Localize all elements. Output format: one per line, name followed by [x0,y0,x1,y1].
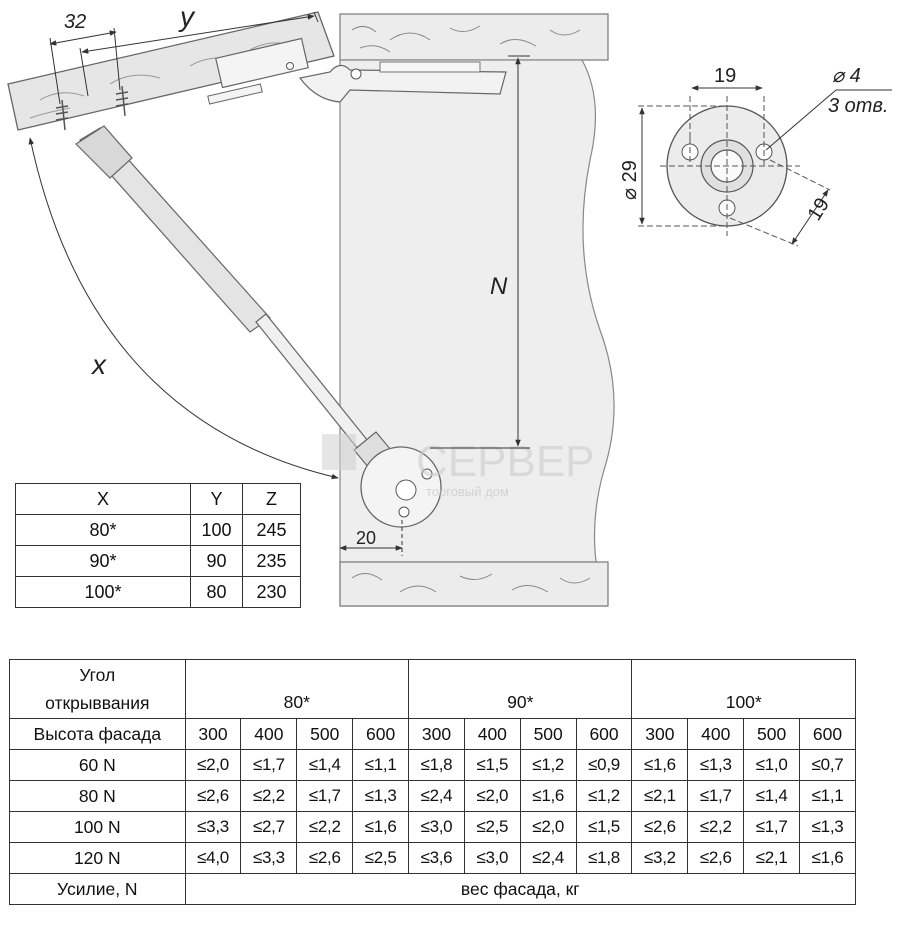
watermark-brand: СЕРВЕР [416,437,595,486]
dim-d29-label: ⌀ 29 [619,160,641,200]
cabinet-top-board [340,14,608,60]
weight-cell: ≤1,7 [688,781,744,812]
header-y: Y [191,484,243,515]
weight-cell: ≤1,1 [353,750,409,781]
force-label: 100 N [10,812,186,843]
height-cell: 500 [520,719,576,750]
weight-cell: ≤1,8 [576,843,632,874]
height-cell: 400 [241,719,297,750]
weight-cell: ≤2,5 [353,843,409,874]
weight-cell: ≤3,0 [464,843,520,874]
weight-cell: ≤0,9 [576,750,632,781]
weight-cell: ≤2,7 [241,812,297,843]
table-row [16,546,301,577]
table-row [10,781,856,812]
weight-cell: ≤2,4 [520,843,576,874]
weight-cell: ≤2,0 [185,750,241,781]
dim-20-label: 20 [356,528,377,548]
table-row [10,843,856,874]
weight-label: вес фасада, кг [185,874,855,905]
angle-label [10,660,186,719]
force-weight-table [9,659,856,905]
weight-cell: ≤2,2 [688,812,744,843]
weight-cell: ≤2,2 [297,812,353,843]
height-cell: 300 [632,719,688,750]
dim-x-label: x [92,349,106,380]
height-label: Высота фасада [10,719,186,750]
effort-label: Усилие, N [10,874,186,905]
cell: 230 [243,577,301,608]
weight-cell: ≤1,7 [241,750,297,781]
weight-cell: ≤3,2 [632,843,688,874]
weight-cell: ≤1,4 [744,781,800,812]
holes-note: 3 отв. [828,95,889,117]
weight-cell: ≤1,2 [576,781,632,812]
weight-cell: ≤1,4 [297,750,353,781]
weight-cell: ≤2,1 [744,843,800,874]
header-x: X [16,484,191,515]
weight-cell: ≤1,7 [297,781,353,812]
dim-y-label: y [180,1,194,32]
weight-cell: ≤2,6 [632,812,688,843]
weight-cell: ≤1,6 [353,812,409,843]
angle-label-line-1: Угол [79,665,116,685]
weight-cell: ≤1,8 [409,750,465,781]
weight-cell: ≤2,4 [409,781,465,812]
weight-cell: ≤3,0 [409,812,465,843]
lift-up-door [8,12,334,130]
cabinet-side-panel [340,60,614,606]
header-z: Z [243,484,301,515]
cell: 100 [191,515,243,546]
cell: 235 [243,546,301,577]
cell: 245 [243,515,301,546]
dimension-x-arc [30,138,338,478]
height-cell: 300 [185,719,241,750]
table-row [10,719,856,750]
weight-cell: ≤1,1 [800,781,856,812]
angle-80: 80* [185,660,408,719]
force-label: 80 N [10,781,186,812]
table-row [16,515,301,546]
dim-n-label: N [490,273,508,300]
weight-cell: ≤2,0 [464,781,520,812]
weight-cell: ≤2,1 [632,781,688,812]
cell: 90 [191,546,243,577]
table-row [10,874,856,905]
dim-19-side-label: 19 [803,194,835,225]
dim-d4-label: ⌀ 4 [832,65,861,87]
weight-cell: ≤1,6 [632,750,688,781]
weight-cell: ≤1,5 [464,750,520,781]
weight-cell: ≤2,5 [464,812,520,843]
table-row [10,812,856,843]
weight-cell: ≤1,3 [353,781,409,812]
cell: 90* [16,546,191,577]
weight-cell: ≤1,3 [800,812,856,843]
height-cell: 600 [576,719,632,750]
weight-cell: ≤1,5 [576,812,632,843]
force-label: 120 N [10,843,186,874]
angle-label-line-2: открыввания [45,693,150,713]
weight-cell: ≤1,6 [800,843,856,874]
height-cell: 600 [353,719,409,750]
table-row [16,577,301,608]
weight-cell: ≤3,6 [409,843,465,874]
height-cell: 500 [744,719,800,750]
height-cell: 400 [688,719,744,750]
angle-100: 100* [632,660,856,719]
weight-cell: ≤2,2 [241,781,297,812]
xyz-dimension-table [15,483,301,608]
weight-cell: ≤1,0 [744,750,800,781]
table-row [16,484,301,515]
cell: 80* [16,515,191,546]
weight-cell: ≤1,3 [688,750,744,781]
angle-90: 90* [409,660,632,719]
table-row [10,660,856,719]
weight-cell: ≤0,7 [800,750,856,781]
weight-cell: ≤2,6 [297,843,353,874]
weight-cell: ≤1,2 [520,750,576,781]
cabinet-bottom-board [340,562,608,606]
weight-cell: ≤3,3 [241,843,297,874]
weight-cell: ≤2,6 [688,843,744,874]
height-cell: 400 [464,719,520,750]
watermark-sub: торговый дом [426,484,509,499]
force-label: 60 N [10,750,186,781]
dim-32-label: 32 [64,11,87,33]
cell: 80 [191,577,243,608]
height-cell: 500 [297,719,353,750]
weight-cell: ≤3,3 [185,812,241,843]
weight-cell: ≤1,6 [520,781,576,812]
height-cell: 300 [409,719,465,750]
table-row [10,750,856,781]
weight-cell: ≤2,6 [185,781,241,812]
weight-cell: ≤4,0 [185,843,241,874]
weight-cell: ≤1,7 [744,812,800,843]
dim-19-top-label: 19 [714,65,737,87]
weight-cell: ≤2,0 [520,812,576,843]
height-cell: 600 [800,719,856,750]
cell: 100* [16,577,191,608]
